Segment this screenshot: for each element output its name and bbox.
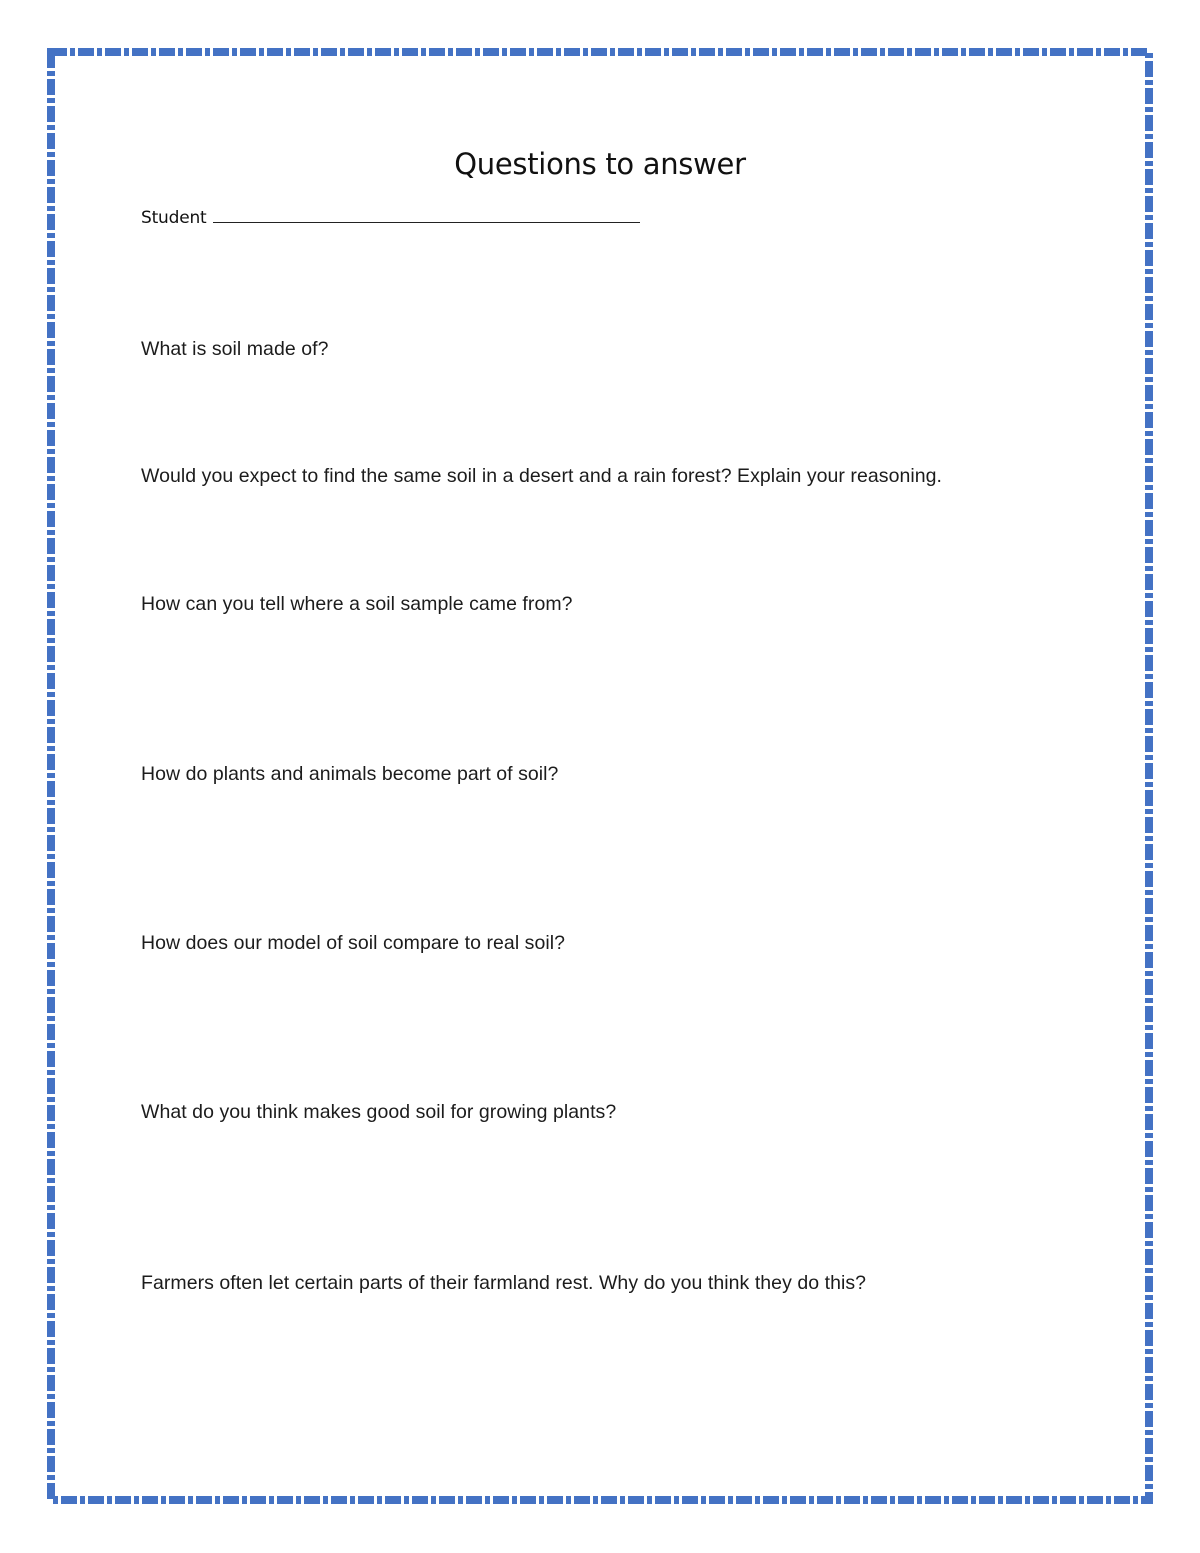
question-3: How can you tell where a soil sample came from? [141, 593, 573, 615]
question-1: What is soil made of? [141, 338, 329, 360]
question-5: How does our model of soil compare to real soil? [141, 932, 566, 954]
question-4: How do plants and animals become part of soil? [141, 763, 559, 785]
question-6: What do you think makes good soil for growing plants? [141, 1101, 617, 1123]
student-label: Student [141, 208, 207, 228]
page-title: Questions to answer [454, 147, 746, 181]
question-2: Would you expect to find the same soil in a desert and a rain forest? Explain your reasoning. [141, 465, 942, 487]
question-7: Farmers often let certain parts of their farmland rest. Why do you think they do this? [141, 1272, 867, 1294]
student-name-blank[interactable] [213, 208, 640, 223]
student-name-line [141, 207, 640, 229]
